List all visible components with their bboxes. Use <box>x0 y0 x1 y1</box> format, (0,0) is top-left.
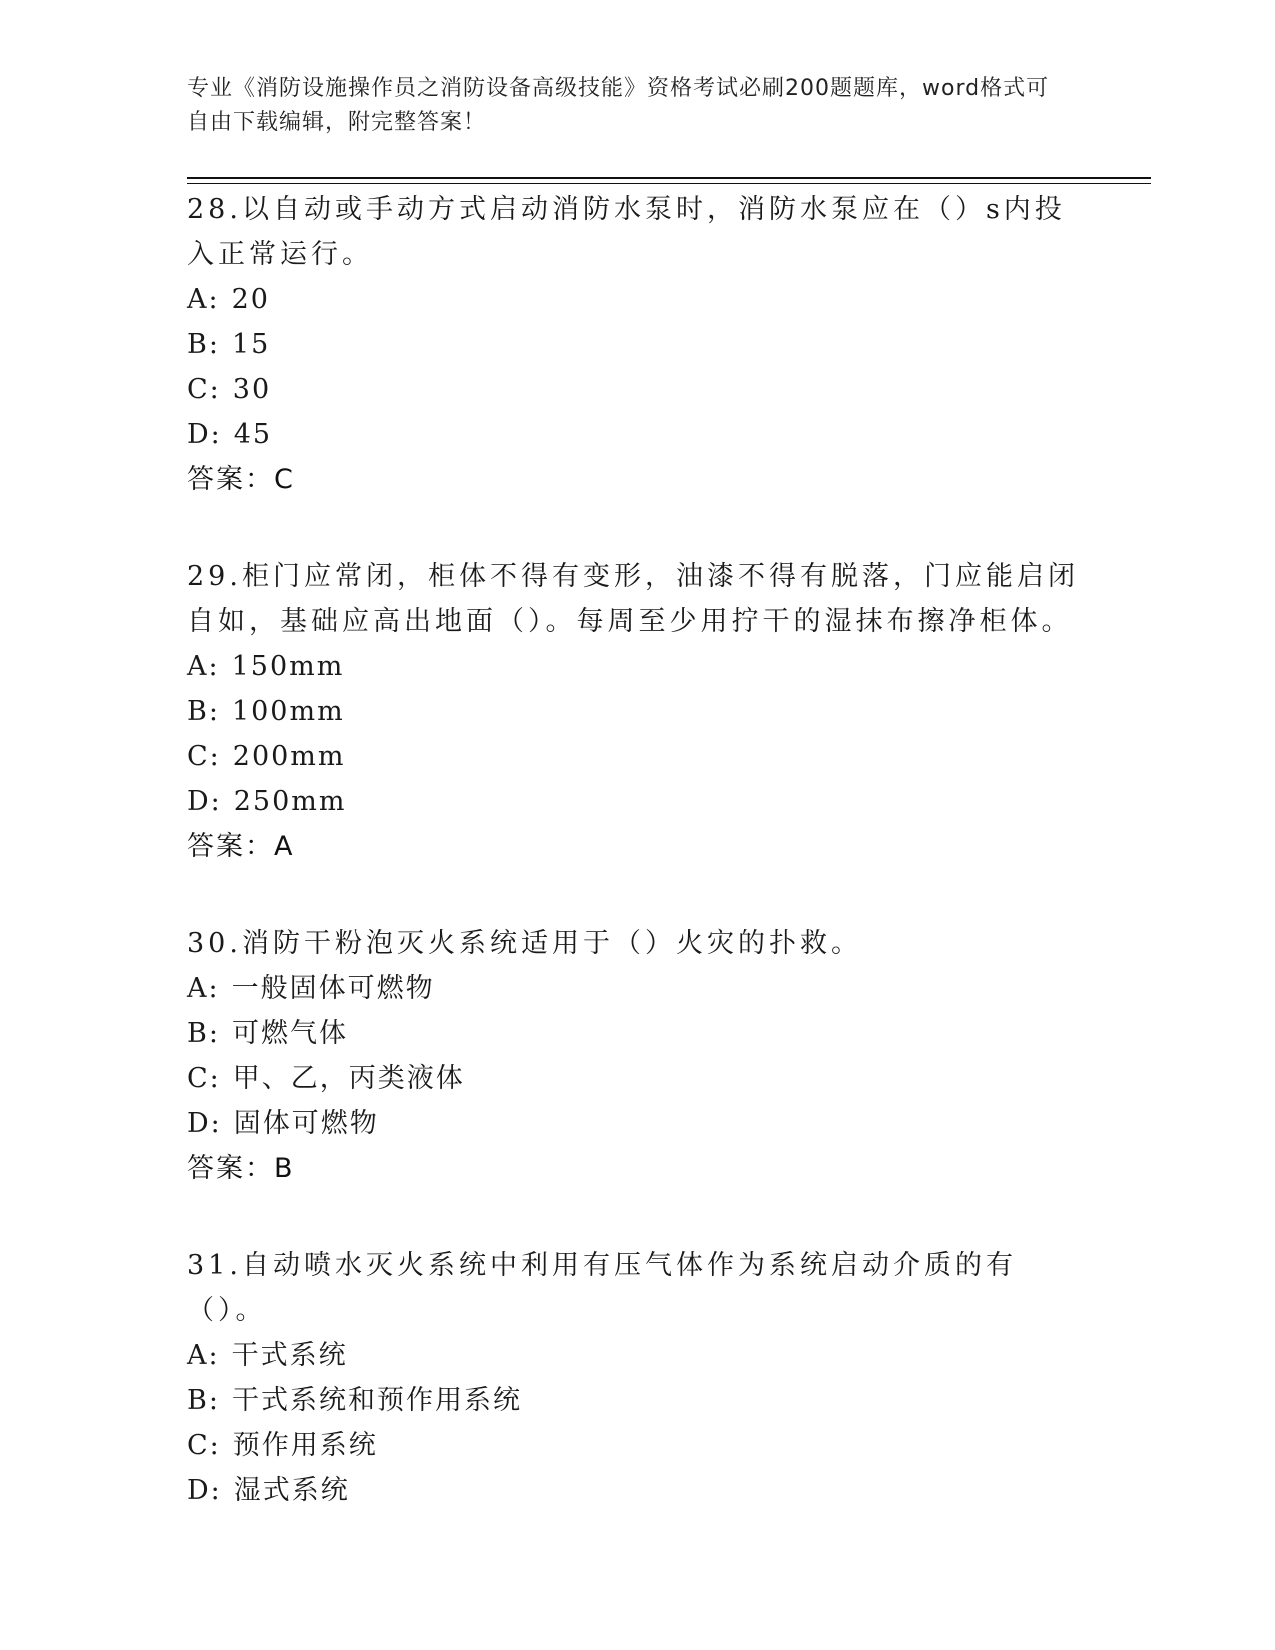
option-c <box>187 367 1087 412</box>
question-29 <box>187 554 1087 869</box>
question-text: 31.自动喷水灭火系统中利用有压气体作为系统启动介质的有（）。 <box>187 1250 1017 1326</box>
option-text: 干式系统 <box>231 1340 348 1371</box>
option-text: 30 <box>232 374 272 405</box>
option-b <box>187 1378 1087 1423</box>
option-key: C: <box>187 374 221 405</box>
option-a <box>187 966 1087 1011</box>
option-text: 湿式系统 <box>233 1475 350 1506</box>
option-key: B: <box>187 1018 220 1049</box>
option-b <box>187 1011 1087 1056</box>
option-text: 可燃气体 <box>231 1018 348 1049</box>
option-text: 250mm <box>233 786 347 817</box>
question-28 <box>187 187 1087 502</box>
option-key: D: <box>187 419 222 450</box>
option-text: 15 <box>231 329 271 360</box>
option-a <box>187 644 1087 689</box>
question-text: 28.以自动或手动方式启动消防水泵时，消防水泵应在（）s内投入正常运行。 <box>187 194 1066 270</box>
option-b <box>187 689 1087 734</box>
option-a <box>187 1333 1087 1378</box>
answer-line: 答案：C <box>187 464 295 495</box>
option-text: 预作用系统 <box>232 1430 378 1461</box>
option-c <box>187 1056 1087 1101</box>
option-key: A: <box>187 651 220 682</box>
option-key: B: <box>187 1385 220 1416</box>
option-text: 甲、乙，丙类液体 <box>232 1063 465 1094</box>
option-text: 100mm <box>231 696 345 727</box>
option-key: A: <box>187 284 220 315</box>
question-list <box>187 187 1087 1565</box>
header-divider-top <box>187 177 1151 179</box>
option-d <box>187 779 1087 824</box>
option-key: A: <box>187 973 220 1004</box>
option-key: C: <box>187 1063 221 1094</box>
option-text: 20 <box>231 284 270 315</box>
option-key: D: <box>187 1108 222 1139</box>
option-key: D: <box>187 786 222 817</box>
question-text: 29.柜门应常闭，柜体不得有变形，油漆不得有脱落，门应能启闭自如，基础应高出地面（）。每周至少用拧干的湿抹布擦净柜体。 <box>187 561 1079 637</box>
question-30 <box>187 921 1087 1191</box>
option-d <box>187 1101 1087 1146</box>
option-d <box>187 412 1087 457</box>
option-c <box>187 734 1087 779</box>
option-text: 干式系统和预作用系统 <box>231 1385 522 1416</box>
option-key: B: <box>187 329 220 360</box>
option-text: 固体可燃物 <box>233 1108 379 1139</box>
header-divider-bottom <box>187 183 1151 184</box>
option-a <box>187 277 1087 322</box>
option-text: 150mm <box>231 651 345 682</box>
answer-line: 答案：A <box>187 831 295 862</box>
option-key: D: <box>187 1475 222 1506</box>
question-text: 30.消防干粉泡灭火系统适用于（）火灾的扑救。 <box>187 928 862 959</box>
option-key: B: <box>187 696 220 727</box>
option-key: C: <box>187 741 221 772</box>
option-key: A: <box>187 1340 220 1371</box>
answer-line: 答案：B <box>187 1153 295 1184</box>
option-c <box>187 1423 1087 1468</box>
option-text: 一般固体可燃物 <box>231 973 435 1004</box>
question-31 <box>187 1243 1087 1513</box>
document-header: 专业《消防设施操作员之消防设备高级技能》资格考试必刷200题题库，word格式可自由下载编辑，附完整答案！ <box>187 76 1050 135</box>
option-text: 45 <box>233 419 273 450</box>
option-b <box>187 322 1087 367</box>
option-text: 200mm <box>232 741 346 772</box>
option-key: C: <box>187 1430 221 1461</box>
option-d <box>187 1468 1087 1513</box>
